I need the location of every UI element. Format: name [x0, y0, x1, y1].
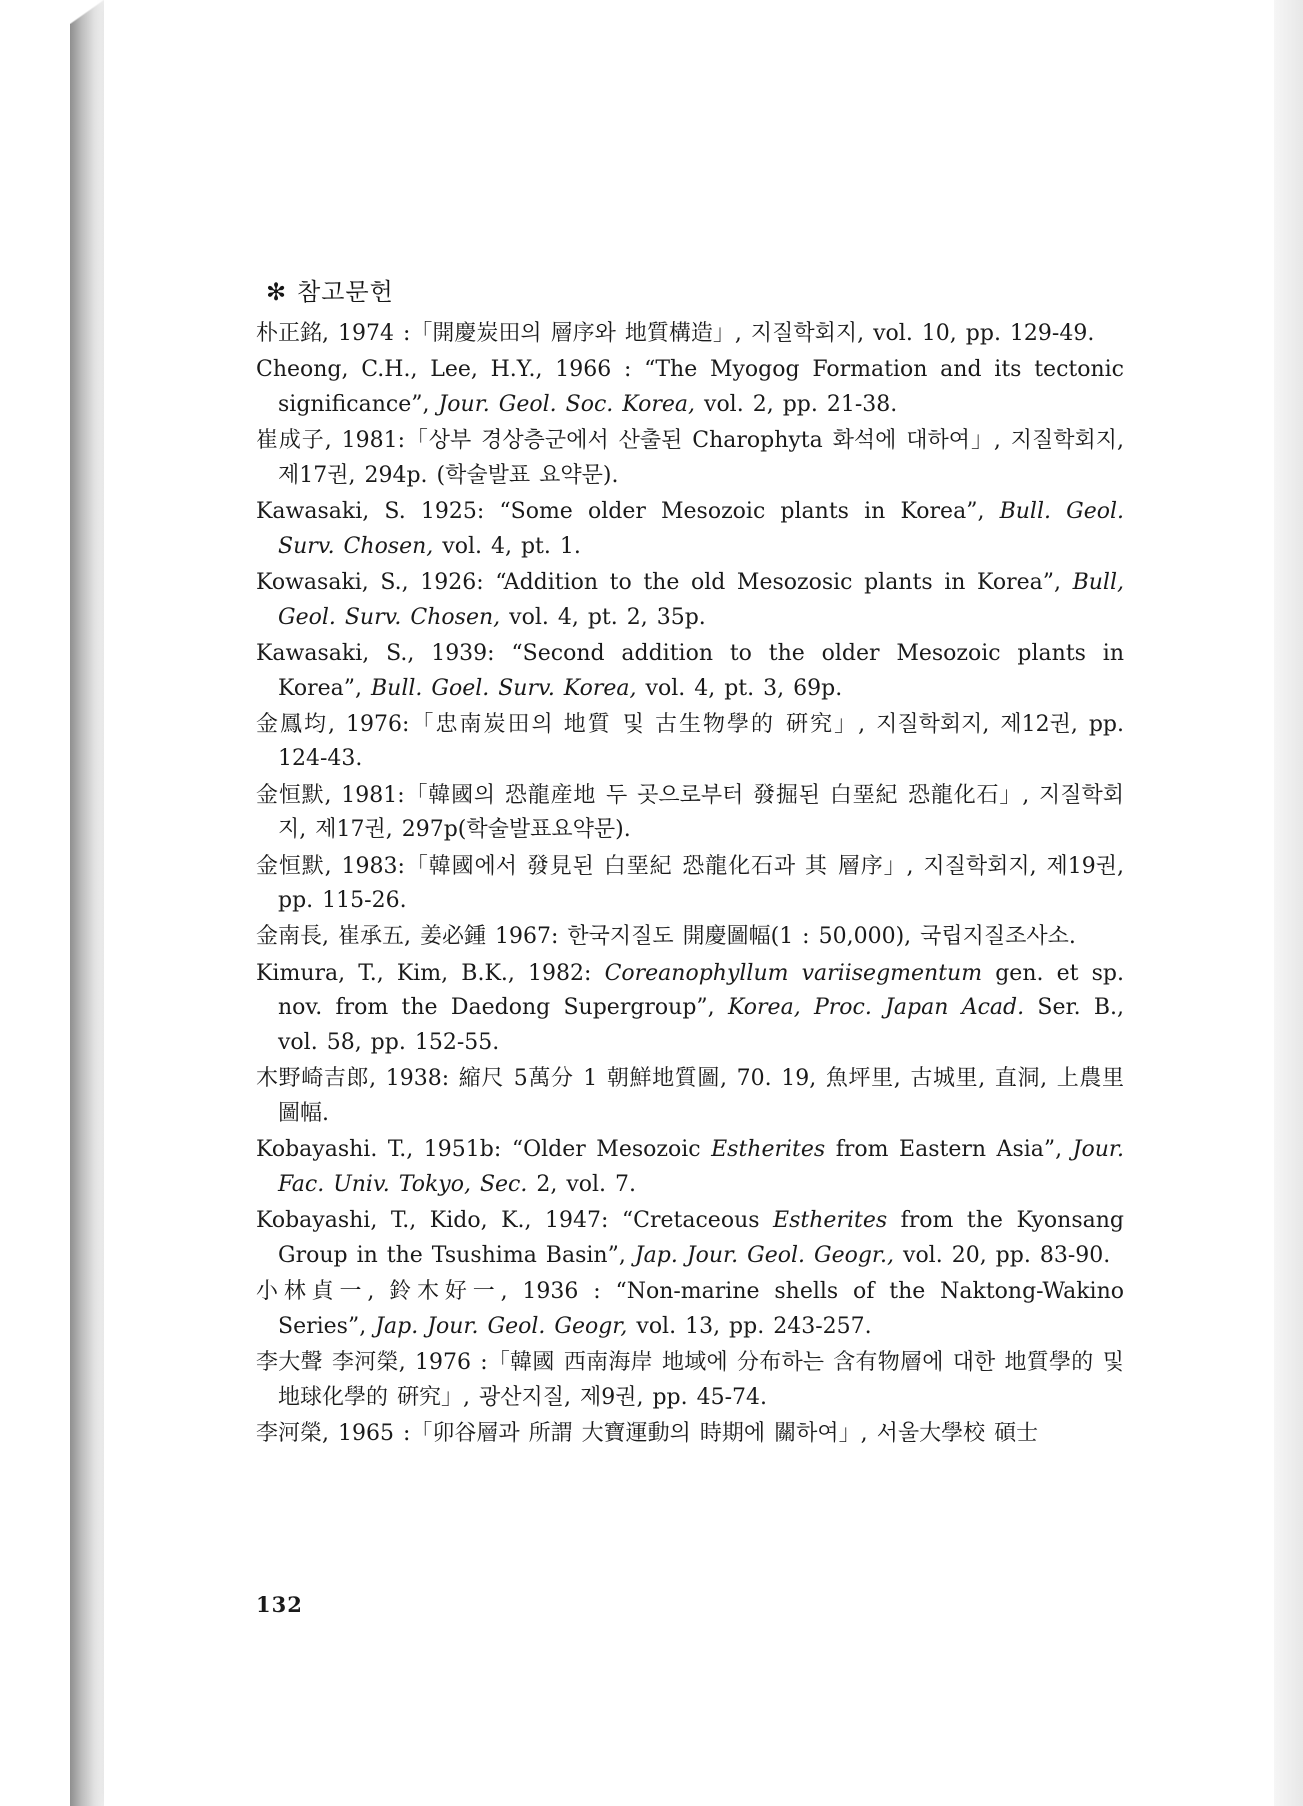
- heading-text: 참고문헌: [297, 278, 394, 306]
- reference-entry: 金南長, 崔承五, 姜必鍾 1967: 한국지질도 開慶圖幅(1 : 50,000), 국립지질조사소.: [256, 924, 1076, 950]
- reference-entry: 朴正銘, 1974 :「開慶炭田의 層序와 地質構造」, 지질학회지, vol. 10, pp. 129-49.: [256, 321, 1095, 346]
- reference-entry: 金鳳均, 1976:「忠南炭田의 地質 및 古生物學的 硏究」, 지질학회지, 제12권, pp. 124-43.: [256, 711, 1124, 772]
- reference-entry: 金恒默, 1983:「韓國에서 發見된 白堊紀 恐龍化石과 其 層序」, 지질학회지, 제19권, pp. 115-26.: [256, 853, 1124, 914]
- reference-entry: Kawasaki, S., 1939: “Second addition to the older Mesozoic plants in Korea”, Bull. Goel. Surv. Korea, vol. 4, pt. 3, 69p.: [256, 640, 1124, 701]
- book-spine: [70, 0, 104, 1806]
- reference-entry: Kawasaki, S. 1925: “Some older Mesozoic plants in Korea”, Bull. Geol. Surv. Chosen, vol. 4, pt. 1.: [256, 499, 1124, 559]
- reference-entry: 崔成子, 1981:「상부 경상층군에서 산출된 Charophyta 화석에 대하여」, 지질학회지, 제17권, 294p. (학술발표 요약문).: [256, 428, 1124, 488]
- references-section: [256, 272, 1124, 1453]
- reference-entry: 小林貞一, 鈴木好一, 1936 : “Non-marine shells of the Naktong-Wakino Series”, Jap. Jour. Geol. Geogr, vol. 13, pp. 243-257.: [256, 1278, 1124, 1339]
- asterisk-icon: ✻: [266, 278, 288, 306]
- reference-entry: 李河榮, 1965 :「卯谷層과 所謂 大寶運動의 時期에 關하여」, 서울大學校 碩士: [256, 1420, 1039, 1446]
- page-number: 132: [256, 1592, 303, 1617]
- reference-entry: Cheong, C.H., Lee, H.Y., 1966 : “The Myogog Formation and its tectonic significance”, Jour. Geol. Soc. Korea, vol. 2, pp. 21-38.: [256, 357, 1124, 417]
- reference-entry: Kowasaki, S., 1926: “Addition to the old Mesozosic plants in Korea”, Bull, Geol. Surv. Chosen, vol. 4, pt. 2, 35p.: [256, 569, 1124, 630]
- page-right-edge: [1274, 0, 1303, 1806]
- reference-entry: Kimura, T., Kim, B.K., 1982: Coreanophyllum variisegmentum gen. et sp. nov. from the Daedong Supergroup”, Korea, Proc. Japan Acad. Ser. B., vol. 58, pp. 152-55.: [256, 960, 1124, 1056]
- reference-entry: 木野崎吉郎, 1938: 縮尺 5萬分 1 朝鮮地質圖, 70. 19, 魚坪里, 古城里, 直洞, 上農里 圖幅.: [256, 1066, 1124, 1126]
- reference-entry: 李大聲 李河榮, 1976 :「韓國 西南海岸 地域에 分布하는 含有物層에 대한 地質學的 및 地球化學的 硏究」, 광산지질, 제9권, pp. 45-74.: [256, 1349, 1124, 1410]
- spine-corner: [70, 0, 104, 24]
- reference-entry: 金恒默, 1981:「韓國의 恐龍産地 두 곳으로부터 發掘된 白堊紀 恐龍化石」, 지질학회지, 제17권, 297p(학술발표요약문).: [256, 782, 1124, 843]
- reference-entry: Kobayashi, T., Kido, K., 1947: “Cretaceous Estherites from the Kyonsang Group in the Tsushima Basin”, Jap. Jour. Geol. Geogr., vol. 20, pp. 83-90.: [256, 1208, 1124, 1268]
- references-heading: [266, 272, 1124, 307]
- reference-entry: Kobayashi. T., 1951b: “Older Mesozoic Estherites from Eastern Asia”, Jour. Fac. Univ. Tokyo, Sec. 2, vol. 7.: [256, 1137, 1124, 1197]
